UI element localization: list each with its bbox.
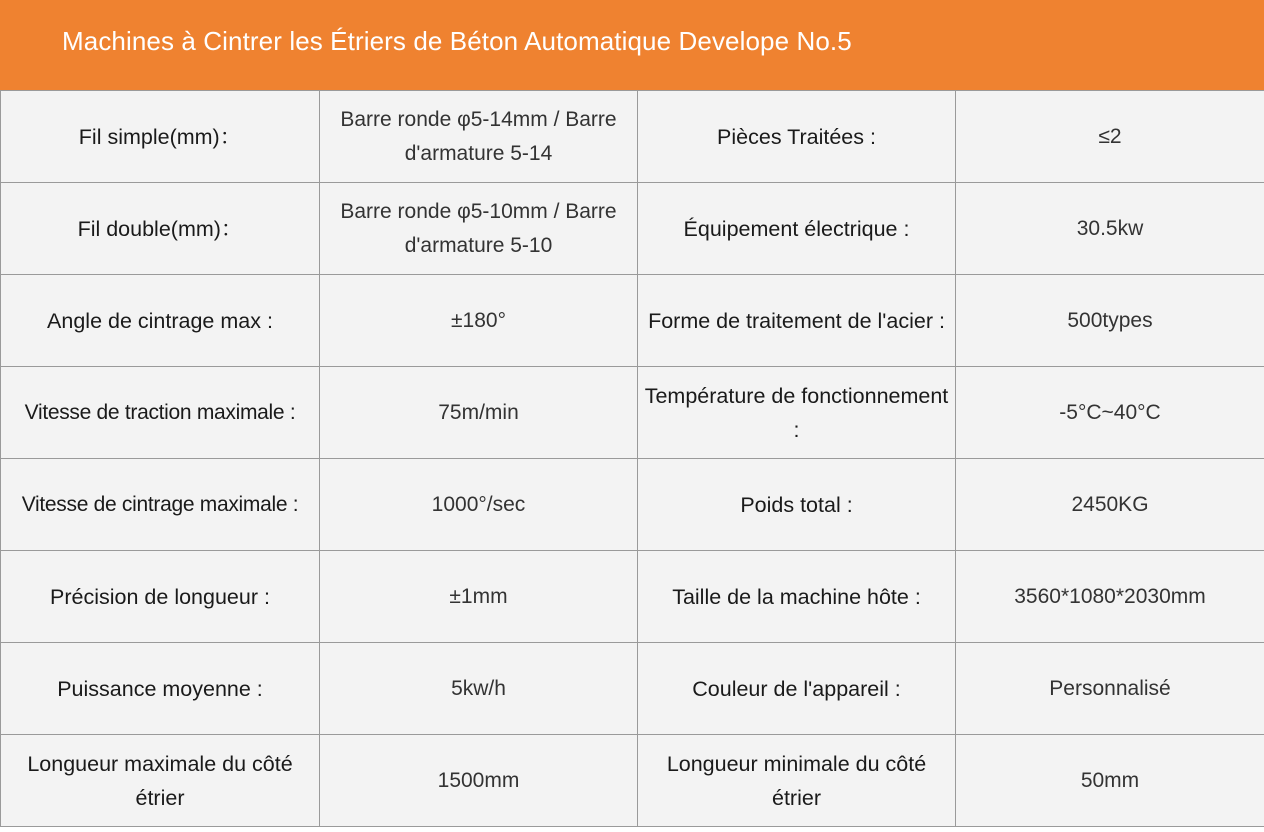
spec-value: -5°C~40°C [956, 367, 1264, 459]
spec-value: 30.5kw [956, 183, 1264, 275]
spec-value: Personnalisé [956, 643, 1264, 735]
spec-label: Vitesse de cintrage maximale : [1, 459, 320, 551]
table-row [1, 735, 1264, 827]
spec-value: Barre ronde φ5-14mm / Barre d'armature 5-14 [320, 91, 638, 183]
spec-value: 50mm [956, 735, 1264, 827]
spec-value: 500types [956, 275, 1264, 367]
spec-label: Fil double(mm)： [1, 183, 320, 275]
table-row [1, 91, 1264, 183]
spec-table [0, 90, 1264, 827]
spec-value: ±180° [320, 275, 638, 367]
spec-label: Précision de longueur : [1, 551, 320, 643]
spec-value: ±1mm [320, 551, 638, 643]
spec-label: Longueur minimale du côté étrier [638, 735, 956, 827]
spec-value: 2450KG [956, 459, 1264, 551]
spec-label: Équipement électrique : [638, 183, 956, 275]
table-row [1, 367, 1264, 459]
title-bar [0, 0, 1264, 90]
table-row [1, 643, 1264, 735]
spec-label: Pièces Traitées : [638, 91, 956, 183]
spec-label: Angle de cintrage max : [1, 275, 320, 367]
spec-value: 3560*1080*2030mm [956, 551, 1264, 643]
spec-label: Température de fonctionnement : [638, 367, 956, 459]
spec-value: 1000°/sec [320, 459, 638, 551]
spec-value: ≤2 [956, 91, 1264, 183]
table-row [1, 183, 1264, 275]
spec-label: Taille de la machine hôte : [638, 551, 956, 643]
table-row [1, 275, 1264, 367]
spec-label: Vitesse de traction maximale : [1, 367, 320, 459]
spec-label: Poids total : [638, 459, 956, 551]
spec-label: Forme de traitement de l'acier : [638, 275, 956, 367]
spec-label: Couleur de l'appareil : [638, 643, 956, 735]
page-title: Machines à Cintrer les Étriers de Béton Automatique Develope No.5 [62, 25, 852, 56]
spec-value: 1500mm [320, 735, 638, 827]
spec-value: 5kw/h [320, 643, 638, 735]
spec-label: Longueur maximale du côté étrier [1, 735, 320, 827]
spec-value: 75m/min [320, 367, 638, 459]
spec-label: Fil simple(mm)： [1, 91, 320, 183]
table-row [1, 551, 1264, 643]
spec-value: Barre ronde φ5-10mm / Barre d'armature 5-10 [320, 183, 638, 275]
table-row [1, 459, 1264, 551]
spec-label: Puissance moyenne : [1, 643, 320, 735]
